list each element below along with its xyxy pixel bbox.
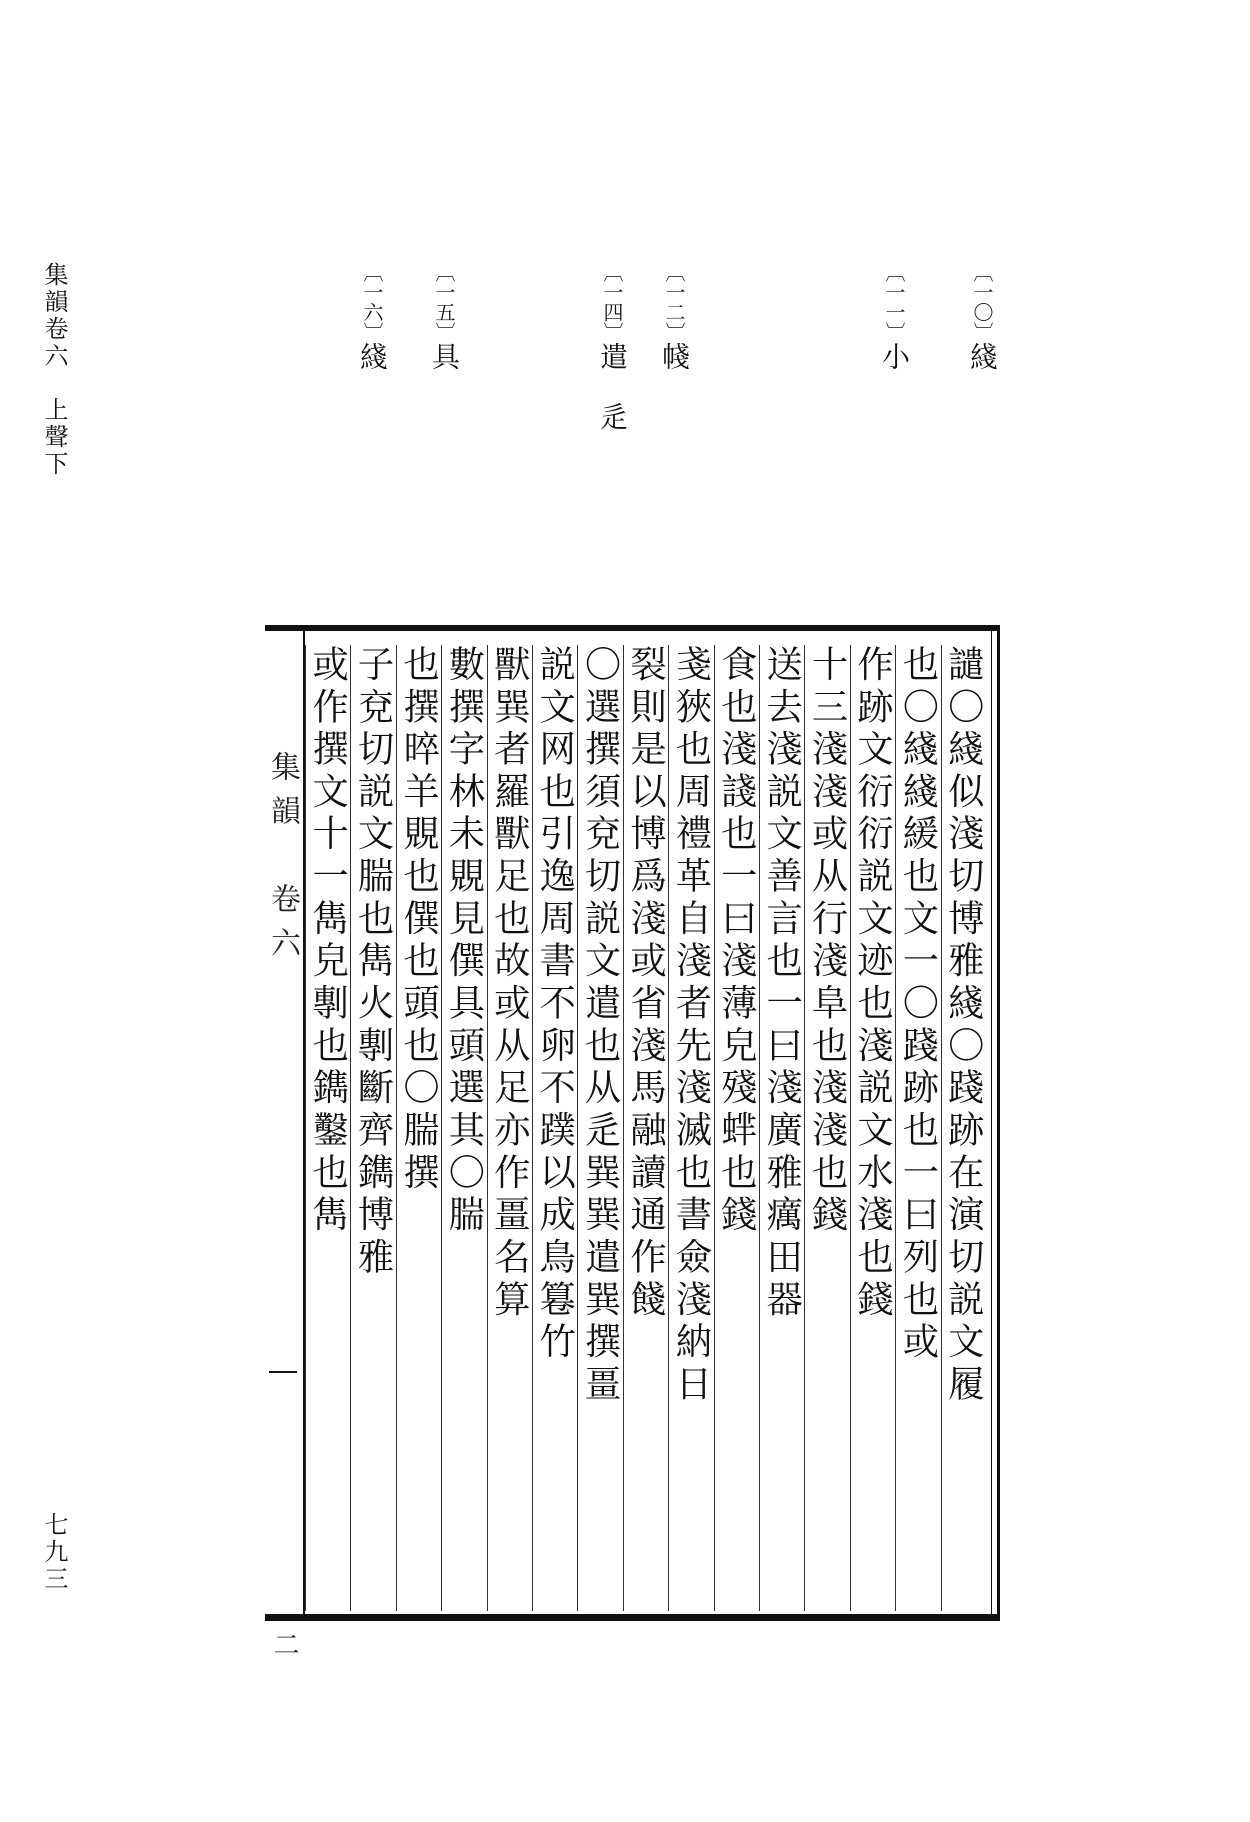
column-text: 譴〇綫似淺切博雅綫〇踐跡在演切説文履 (942, 645, 986, 1407)
note-number: 〔一五〕 (432, 262, 456, 342)
note-text: 綫 (356, 342, 389, 372)
text-column (623, 645, 668, 1611)
printed-text-block (265, 625, 1000, 1657)
running-title: 集韻卷六 上聲下 (40, 262, 68, 478)
note-text: 綫 (966, 342, 999, 372)
text-column (577, 645, 622, 1611)
fish-tail-mark (269, 1371, 297, 1373)
column-text: 食也淺諓也一曰淺薄皃殘蝆也錢 (715, 645, 759, 1238)
note-text: 遣 辵 (596, 342, 629, 432)
text-column (487, 645, 532, 1611)
column-text: 裂則是以博爲淺或省淺馬融讀通作餞 (624, 645, 668, 1323)
note-number: 〔一二〕 (662, 262, 686, 342)
column-text: 戔狹也周禮革自淺者先淺滅也書僉淺納日 (669, 645, 713, 1407)
text-column (396, 645, 441, 1611)
column-text: 也撰晬羊覞也僎也頭也〇腨撰 (397, 645, 441, 1196)
note-text: 帴 (658, 342, 691, 372)
text-column (804, 645, 849, 1611)
text-column (941, 645, 986, 1611)
note-15 (428, 262, 461, 372)
fish-tail-leaf: 二 (269, 1631, 299, 1657)
text-column (759, 645, 804, 1611)
text-column (668, 645, 713, 1611)
fish-tail-title: 集韻 卷六 (265, 751, 300, 971)
note-text: 小 (878, 342, 911, 372)
column-text: 子兗切説文腨也雋火剸斷齊鐫博雅 (352, 645, 396, 1280)
border-rule-right-inner (991, 631, 992, 1614)
page-number: 七九三 (40, 1512, 68, 1593)
column-text: 作跡文衍衍説文迹也淺説文水淺也錢 (851, 645, 895, 1323)
column-text: 或作撰文十一雋皃剸也鐫鑿也雋 (306, 645, 350, 1238)
note-12 (658, 262, 691, 372)
fish-tail-margin (265, 631, 303, 1657)
note-number: 〔一四〕 (600, 262, 624, 342)
column-text: 也〇綫綫緩也文一〇踐跡也一曰列也或 (896, 645, 940, 1365)
column-text: 十三淺淺或从行淺阜也淺淺也錢 (806, 645, 850, 1238)
note-16 (356, 262, 389, 372)
note-14 (596, 262, 629, 432)
column-text: 獸巽者羅獸足也故或从足亦作畺名算 (488, 645, 532, 1323)
note-text: 具 (428, 342, 461, 372)
note-number: 〔一一〕 (882, 262, 906, 342)
text-column (350, 645, 395, 1611)
note-number: 〔一〇〕 (970, 262, 994, 342)
column-text: 送去淺説文善言也一曰淺廣雅癘田器 (760, 645, 804, 1323)
text-column (305, 645, 350, 1611)
text-column (895, 645, 940, 1611)
border-rule-right (997, 631, 1000, 1614)
text-column (714, 645, 759, 1611)
note-number: 〔一六〕 (360, 262, 384, 342)
text-column (532, 645, 577, 1611)
column-text: 數撰字林未覞見僎具頭選其〇腨 (442, 645, 486, 1238)
text-column (850, 645, 895, 1611)
column-text: 説文网也引逸周書不卵不蹼以成鳥篹竹 (533, 645, 577, 1365)
note-11 (878, 262, 911, 372)
text-column (441, 645, 486, 1611)
column-text: 〇選撰須兗切説文遣也从辵巽巽遣巽撰畺 (579, 645, 623, 1407)
note-10 (966, 262, 999, 372)
